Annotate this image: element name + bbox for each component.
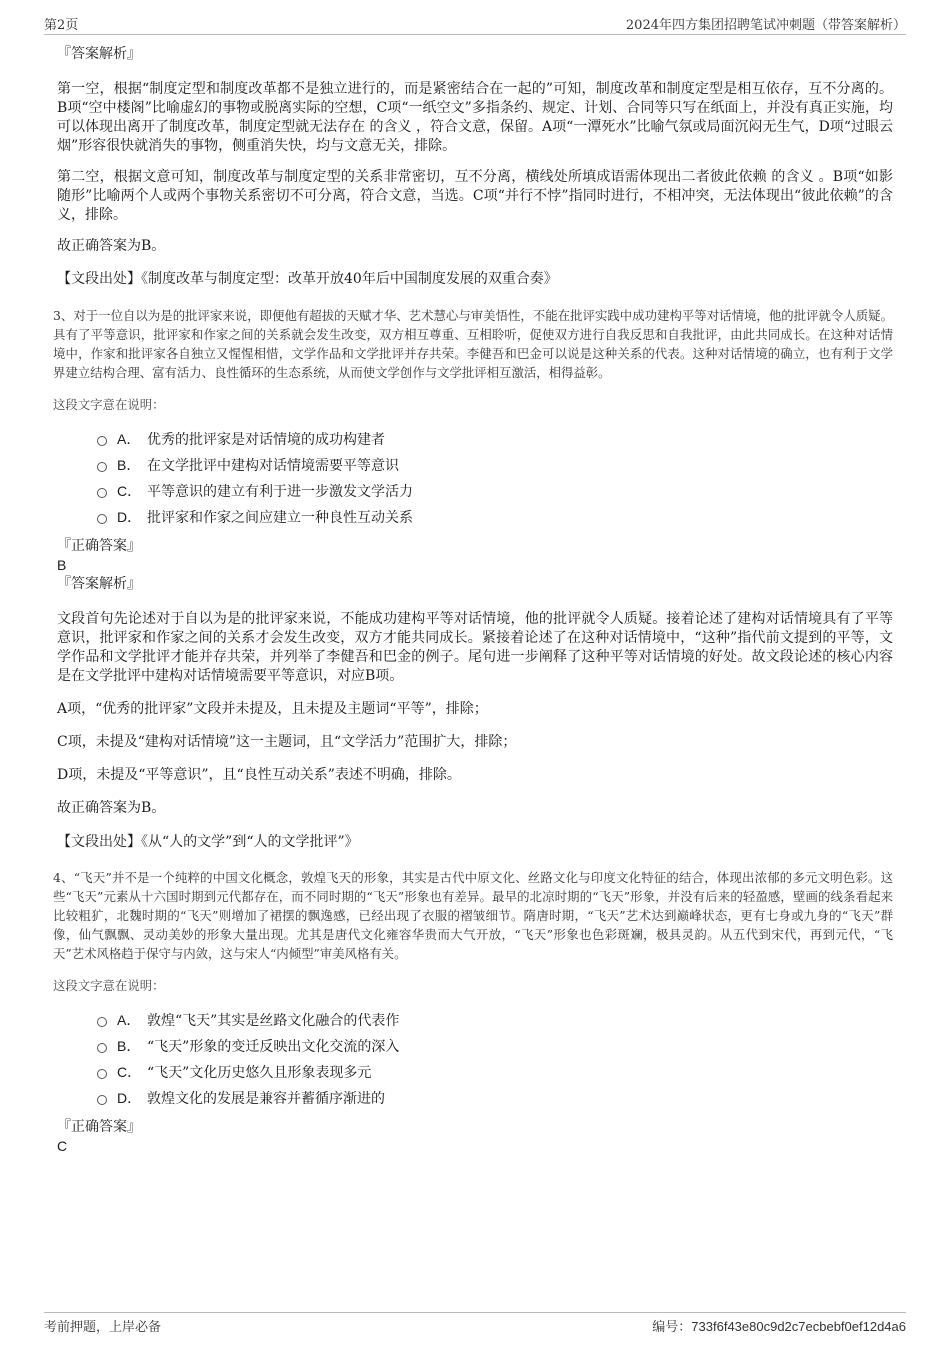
option-text: 平等意识的建立有利于进一步激发文学活力 — [147, 484, 413, 500]
option-c[interactable] — [57, 1059, 893, 1085]
question-4-text: 4、“飞天”并不是一个纯粹的中国文化概念，敦煌飞天的形象，其实是古代中原文化、丝路文化与印度文化特征的结合，体现出浓郁的多元文明色彩。这些“飞天”元素从十六国时期到元代都存在，而不同时期的“飞天”形象也有差异。最早的北凉时期的“飞天”形象，并没有后来的轻盈感，壁画的线条看起来比较粗犷，北魏时期的“飞天”则增加了裙摆的飘逸感，已经出现了衣服的褶皱细节。隋唐时期，“飞天”艺术达到巅峰状态，更有七身或九身的“飞天”群像，仙气飘飘、灵动美妙的形象大量出现。尤其是唐代文化雍容华贵而大气开放，“飞天”形象也色彩斑斓，极具灵韵。从五代到宋代，再到元代，“飞天”艺术风格趋于保守与内敛，这与宋人“内倾型”审美风格有关。 — [53, 870, 893, 961]
option-letter: B． — [117, 1038, 141, 1054]
option-text: “飞天”形象的变迁反映出文化交流的深入 — [147, 1039, 400, 1055]
option-text: “飞天”文化历史悠久且形象表现多元 — [147, 1065, 372, 1081]
radio-button[interactable] — [97, 1095, 107, 1105]
option-letter: A． — [117, 1012, 141, 1028]
source-citation: 【文段出处】《制度改革与制度定型：改革开放40年后中国制度发展的双重合奏》 — [57, 271, 558, 287]
analysis-paragraph: 第二空，根据文意可知，制度改革与制度定型的关系非常密切，互不分离，横线处所填成语需体现出二者彼此依赖 的含义 。B项“如影随形”比喻两个人或两个事物关系密切不可分离，符合文意，当选。C项“并行不悖”指同时进行，不相冲突，无法体现出“彼此依赖”的含义，排除。 — [57, 169, 893, 223]
option-text: 在文学批评中建构对话情境需要平等意识 — [147, 458, 399, 474]
document-id-value: 733f6f43e80c9d2c7ecbebf0ef12d4a6 — [691, 1319, 906, 1334]
option-text: 优秀的批评家是对话情境的成功构建者 — [147, 432, 385, 448]
correct-answer-label: 『正确答案』 — [57, 1119, 141, 1135]
question-4-prompt: 这段文字意在说明： — [53, 978, 165, 993]
option-a[interactable] — [57, 426, 893, 452]
analysis-paragraph: 第一空，根据“制度定型和制度改革都不是独立进行的，而是紧密结合在一起的”可知，制度改革和制度定型是相互依存，互不分离的。B项“空中楼阁”比喻虚幻的事物或脱离实际的空想，C项“一纸空文”多指条约、规定、计划、合同等只写在纸面上，并没有真正实施，均可以体现出离开了制度改革，制度定型就无法存在 的含义 ，符合文意，保留。A项“一潭死水”比喻气氛或局面沉闷无生气，D项“过眼云烟”形容很快就消失的事物，侧重消失快，均与文意无关，排除。 — [57, 81, 893, 154]
option-letter: C． — [117, 1064, 142, 1080]
radio-button[interactable] — [97, 488, 107, 498]
document-id — [652, 1316, 906, 1335]
option-d[interactable] — [57, 504, 893, 530]
option-b[interactable] — [57, 452, 893, 478]
analysis-paragraph: 文段首句先论述对于自以为是的批评家来说，不能成功建构平等对话情境，他的批评就令人质疑。接着论述了建构对话情境具有了平等意识，批评家和作家之间的关系才会发生改变，双方才能共同成长。紧接着论述了在这种对话情境中，“这种”指代前文提到的平等，文学作品和文学批评才能并存共荣，并列举了李健吾和巴金的例子。尾句进一步阐释了这种平等对话情境的好处。故文段论述的核心内容是在文学批评中建构对话情境需要平等意识，对应B项。 — [57, 611, 893, 684]
radio-button[interactable] — [97, 514, 107, 524]
question-3-prompt: 这段文字意在说明： — [53, 397, 165, 412]
question-3-options — [57, 426, 893, 530]
radio-button[interactable] — [97, 1069, 107, 1079]
page-number: 第2页 — [44, 18, 79, 33]
option-note-d: D项，未提及“平等意识”，且“良性互动关系”表述不明确，排除。 — [57, 767, 461, 783]
option-text: 批评家和作家之间应建立一种良性互动关系 — [147, 510, 413, 526]
option-b[interactable] — [57, 1033, 893, 1059]
question-3-text: 3、对于一位自以为是的批评家来说，即便他有超拔的天赋才华、艺术慧心与审美悟性，不能在批评实践中成功建构平等对话情境，他的批评就令人质疑。具有了平等意识，批评家和作家之间的关系就会发生改变，双方相互尊重、互相聆听，促使双方进行自我反思和自我批评，由此共同成长。在这种对话情境中，作家和批评家各自独立又惺惺相惜，文学作品和文学批评并存共荣。李健吾和巴金可以说是这种关系的代表。这种对话情境的确立，也有利于文学界建立结构合理、富有活力、良性循环的生态系统，从而使文学创作与文学批评相互激活，相得益彰。 — [53, 308, 893, 380]
radio-button[interactable] — [97, 436, 107, 446]
conclusion-text: 故正确答案为B。 — [57, 238, 166, 254]
option-letter: D． — [117, 1090, 142, 1106]
radio-button[interactable] — [97, 1043, 107, 1053]
correct-answer-label: 『正确答案』 — [57, 538, 141, 554]
option-letter: A． — [117, 431, 141, 447]
radio-button[interactable] — [97, 1017, 107, 1027]
conclusion-text: 故正确答案为B。 — [57, 800, 166, 816]
question-4-options — [57, 1007, 893, 1111]
option-note-c: C项，未提及“建构对话情境”这一主题词，且“文学活力”范围扩大，排除； — [57, 734, 517, 750]
option-c[interactable] — [57, 478, 893, 504]
option-text: 敦煌文化的发展是兼容并蓄循序渐进的 — [147, 1091, 385, 1107]
correct-answer: B — [57, 557, 67, 573]
document-id-label: 编号： — [652, 1320, 692, 1335]
option-d[interactable] — [57, 1085, 893, 1111]
document-title: 2024年四方集团招聘笔试冲刺题（带答案解析） — [625, 18, 906, 33]
option-letter: D． — [117, 509, 142, 525]
source-citation: 【文段出处】《从“人的文学”到“人的文学批评”》 — [57, 834, 359, 850]
page-footer — [44, 1312, 906, 1335]
page-content — [53, 44, 893, 1155]
option-a[interactable] — [57, 1007, 893, 1033]
option-note-a: A项，“优秀的批评家”文段并未提及，且未提及主题词“平等”，排除； — [57, 701, 488, 717]
option-letter: C． — [117, 483, 142, 499]
option-text: 敦煌“飞天”其实是丝路文化融合的代表作 — [147, 1013, 400, 1029]
analysis-label: 『答案解析』 — [57, 46, 141, 62]
option-letter: B． — [117, 457, 141, 473]
correct-answer: C — [57, 1138, 68, 1154]
radio-button[interactable] — [97, 462, 107, 472]
page-header — [44, 14, 906, 35]
analysis-label: 『答案解析』 — [57, 576, 141, 592]
footer-slogan: 考前押题，上岸必备 — [44, 1320, 162, 1335]
